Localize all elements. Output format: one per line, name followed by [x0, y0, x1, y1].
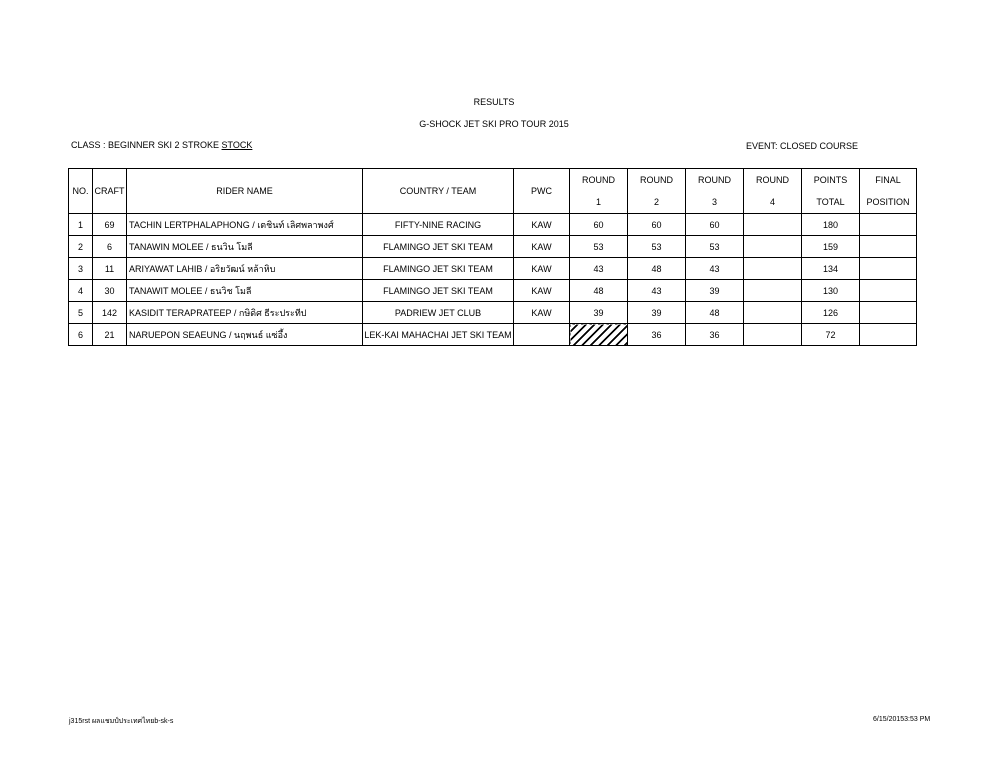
cell-points-total: 134 — [802, 258, 860, 280]
cell-craft: 6 — [93, 236, 127, 258]
cell-country-team: FLAMINGO JET SKI TEAM — [363, 280, 514, 302]
cell-round-1: 53 — [570, 236, 628, 258]
cell-rider-name: KASIDIT TERAPRATEEP / กษิดิศ ธีระประทีป — [127, 302, 363, 324]
cell-round-4 — [744, 258, 802, 280]
cell-pwc: KAW — [514, 258, 570, 280]
cell-round-2: 39 — [628, 302, 686, 324]
header-round-3-bottom: 3 — [711, 197, 717, 207]
cell-final-position — [860, 324, 917, 346]
cell-round-3: 43 — [686, 258, 744, 280]
header-points-top: POINTS — [813, 175, 848, 185]
cell-craft: 11 — [93, 258, 127, 280]
class-label-stock: STOCK — [221, 140, 253, 150]
cell-points-total: 126 — [802, 302, 860, 324]
cell-round-4 — [744, 236, 802, 258]
table-row — [69, 258, 917, 280]
header-craft: CRAFT — [93, 169, 127, 214]
class-label-prefix: CLASS : BEGINNER SKI 2 STROKE — [71, 140, 222, 150]
cell-no: 6 — [69, 324, 93, 346]
cell-craft: 30 — [93, 280, 127, 302]
cell-round-4 — [744, 280, 802, 302]
cell-craft: 142 — [93, 302, 127, 324]
cell-round-3: 53 — [686, 236, 744, 258]
header-points-total — [802, 169, 860, 214]
header-final-bottom: POSITION — [866, 197, 910, 207]
cell-round-3: 39 — [686, 280, 744, 302]
cell-no: 5 — [69, 302, 93, 324]
header-pwc: PWC — [514, 169, 570, 214]
cell-country-team: LEK-KAI MAHACHAI JET SKI TEAM — [363, 324, 514, 346]
cell-no: 4 — [69, 280, 93, 302]
header-round-3-top: ROUND — [698, 175, 731, 185]
results-table — [68, 168, 917, 346]
cell-round-4 — [744, 302, 802, 324]
event-label: EVENT: CLOSED COURSE — [746, 141, 859, 151]
cell-pwc: KAW — [514, 214, 570, 236]
cell-pwc: KAW — [514, 280, 570, 302]
cell-no: 1 — [69, 214, 93, 236]
cell-round-2: 53 — [628, 236, 686, 258]
cell-round-2: 36 — [628, 324, 686, 346]
cell-points-total: 130 — [802, 280, 860, 302]
cell-rider-name: ARIYAWAT LAHIB / อริยวัฒน์ หล้าหิบ — [127, 258, 363, 280]
cell-round-4 — [744, 214, 802, 236]
cell-no: 2 — [69, 236, 93, 258]
cell-rider-name: TANAWIT MOLEE / ธนวิช โมลี — [127, 280, 363, 302]
cell-pwc: KAW — [514, 302, 570, 324]
cell-points-total: 180 — [802, 214, 860, 236]
header-round-1-bottom: 1 — [595, 197, 601, 207]
cell-rider-name: TANAWIN MOLEE / ธนวิน โมลี — [127, 236, 363, 258]
cell-round-3: 36 — [686, 324, 744, 346]
table-row — [69, 280, 917, 302]
header-round-3 — [686, 169, 744, 214]
page-subtitle: G-SHOCK JET SKI PRO TOUR 2015 — [419, 119, 569, 129]
cell-final-position — [860, 214, 917, 236]
class-label — [71, 140, 252, 150]
table-row — [69, 324, 917, 346]
cell-final-position — [860, 236, 917, 258]
header-round-4-bottom: 4 — [769, 197, 775, 207]
cell-round-1: 43 — [570, 258, 628, 280]
header-round-1-top: ROUND — [582, 175, 615, 185]
cell-round-3: 48 — [686, 302, 744, 324]
footer-timestamp: 6/15/20153:53 PM — [873, 716, 931, 723]
cell-round-2: 48 — [628, 258, 686, 280]
header-round-4-top: ROUND — [756, 175, 789, 185]
header-round-2-top: ROUND — [640, 175, 673, 185]
header-final-position — [860, 169, 917, 214]
cell-final-position — [860, 302, 917, 324]
cell-country-team: FIFTY-NINE RACING — [363, 214, 514, 236]
table-row — [69, 302, 917, 324]
table-row — [69, 236, 917, 258]
table-header-row — [69, 169, 917, 214]
cell-craft: 21 — [93, 324, 127, 346]
header-country-team: COUNTRY / TEAM — [363, 169, 514, 214]
cell-round-1: 60 — [570, 214, 628, 236]
header-no: NO. — [69, 169, 93, 214]
cell-rider-name: NARUEPON SEAEUNG / นฤพนธ์ แซ่อึ้ง — [127, 324, 363, 346]
table-row — [69, 214, 917, 236]
cell-round-1-hatched — [570, 324, 628, 346]
header-round-4 — [744, 169, 802, 214]
cell-craft: 69 — [93, 214, 127, 236]
header-round-1 — [570, 169, 628, 214]
header-round-2-bottom: 2 — [653, 197, 659, 207]
cell-round-4 — [744, 324, 802, 346]
cell-pwc: KAW — [514, 236, 570, 258]
cell-no: 3 — [69, 258, 93, 280]
cell-round-3: 60 — [686, 214, 744, 236]
footer-file-label: j315rst ผลแชมป์ประเทศไทยb-sk-s — [69, 718, 174, 725]
header-rider-name: RIDER NAME — [127, 169, 363, 214]
cell-round-2: 60 — [628, 214, 686, 236]
cell-round-2: 43 — [628, 280, 686, 302]
cell-country-team: FLAMINGO JET SKI TEAM — [363, 236, 514, 258]
cell-country-team: PADRIEW JET CLUB — [363, 302, 514, 324]
cell-round-1: 39 — [570, 302, 628, 324]
page-title: RESULTS — [473, 97, 515, 107]
cell-final-position — [860, 258, 917, 280]
cell-rider-name: TACHIN LERTPHALAPHONG / เตชินท์ เลิศพลาพงศ์ — [127, 214, 363, 236]
cell-pwc — [514, 324, 570, 346]
cell-points-total: 159 — [802, 236, 860, 258]
cell-country-team: FLAMINGO JET SKI TEAM — [363, 258, 514, 280]
header-round-2 — [628, 169, 686, 214]
header-final-top: FINAL — [875, 175, 901, 185]
cell-round-1: 48 — [570, 280, 628, 302]
cell-final-position — [860, 280, 917, 302]
cell-points-total: 72 — [802, 324, 860, 346]
header-points-bottom: TOTAL — [816, 197, 845, 207]
